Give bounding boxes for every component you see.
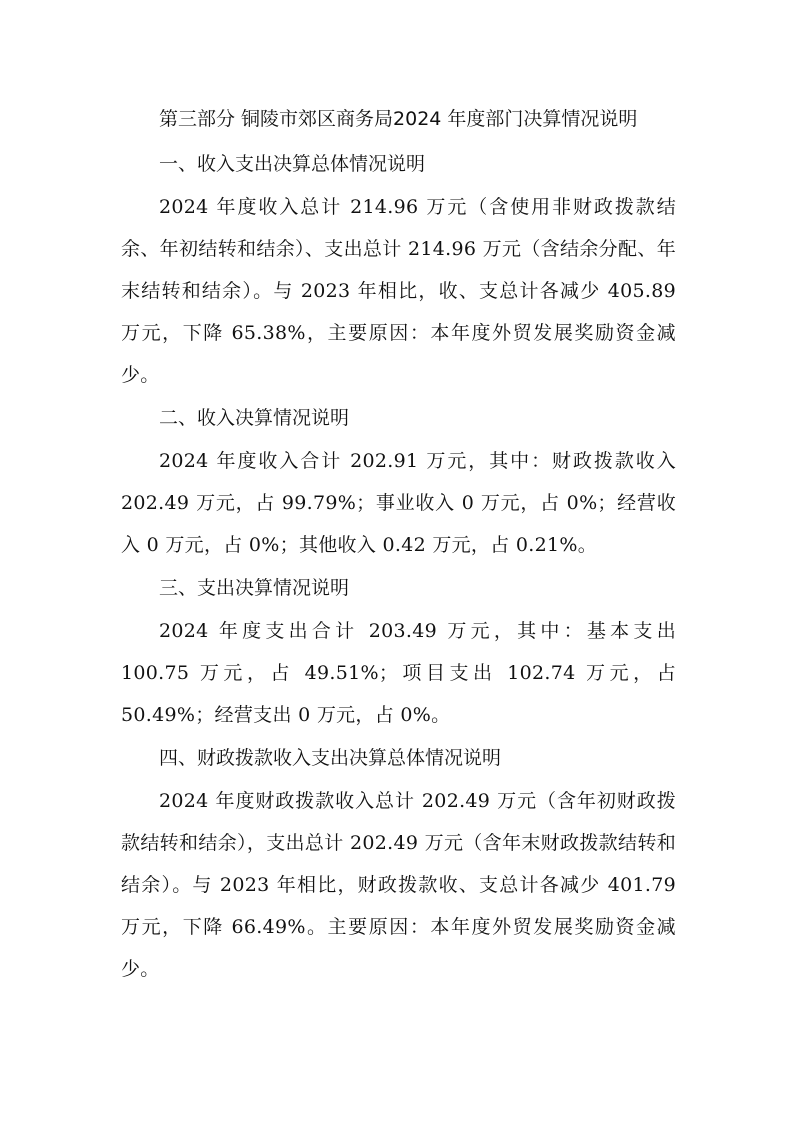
section-fiscal-appropriation: [121, 736, 676, 990]
section-heading: 四、财政拨款收入支出决算总体情况说明: [159, 747, 502, 769]
section-heading: 三、支出决算情况说明: [159, 577, 350, 599]
section-heading: 一、收入支出决算总体情况说明: [159, 153, 426, 175]
document-body: [121, 96, 676, 990]
section-expenditure: [121, 566, 676, 736]
section-paragraph: 2024 年度收入合计 202.91 万元，其中：财政拨款收入 202.49 万元，占 99.79%；事业收入 0 万元，占 0%；经营收入 0 万元，占 0%；其他收入 0.42 万元，占 0.21%。: [121, 450, 676, 556]
section-paragraph: 2024 年度财政拨款收入总计 202.49 万元（含年初财政拨款结转和结余），支出总计 202.49 万元（含年末财政拨款结转和结余）。与 2023 年相比，财政拨款收、支总计各减少 401.79 万元，下降 66.49%。主要原因：本年度外贸发展奖励资金减少。: [121, 790, 676, 980]
section-paragraph: 2024 年度收入总计 214.96 万元（含使用非财政拨款结余、年初结转和结余）、支出总计 214.96 万元（含结余分配、年末结转和结余）。与 2023 年相比，收、支总计各减少 405.89 万元，下降 65.38%，主要原因：本年度外贸发展奖励资金减少。: [121, 196, 676, 386]
section-overall-income-expenditure: [121, 142, 676, 396]
section-paragraph: 2024 年度支出合计 203.49 万元，其中：基本支出 100.75 万元，占 49.51%；项目支出 102.74 万元，占 50.49%；经营支出 0 万元，占 0%。: [121, 620, 676, 726]
document-title: 第三部分 铜陵市郊区商务局2024 年度部门决算情况说明: [159, 108, 638, 130]
section-heading: 二、收入决算情况说明: [159, 407, 350, 429]
section-income: [121, 396, 676, 566]
